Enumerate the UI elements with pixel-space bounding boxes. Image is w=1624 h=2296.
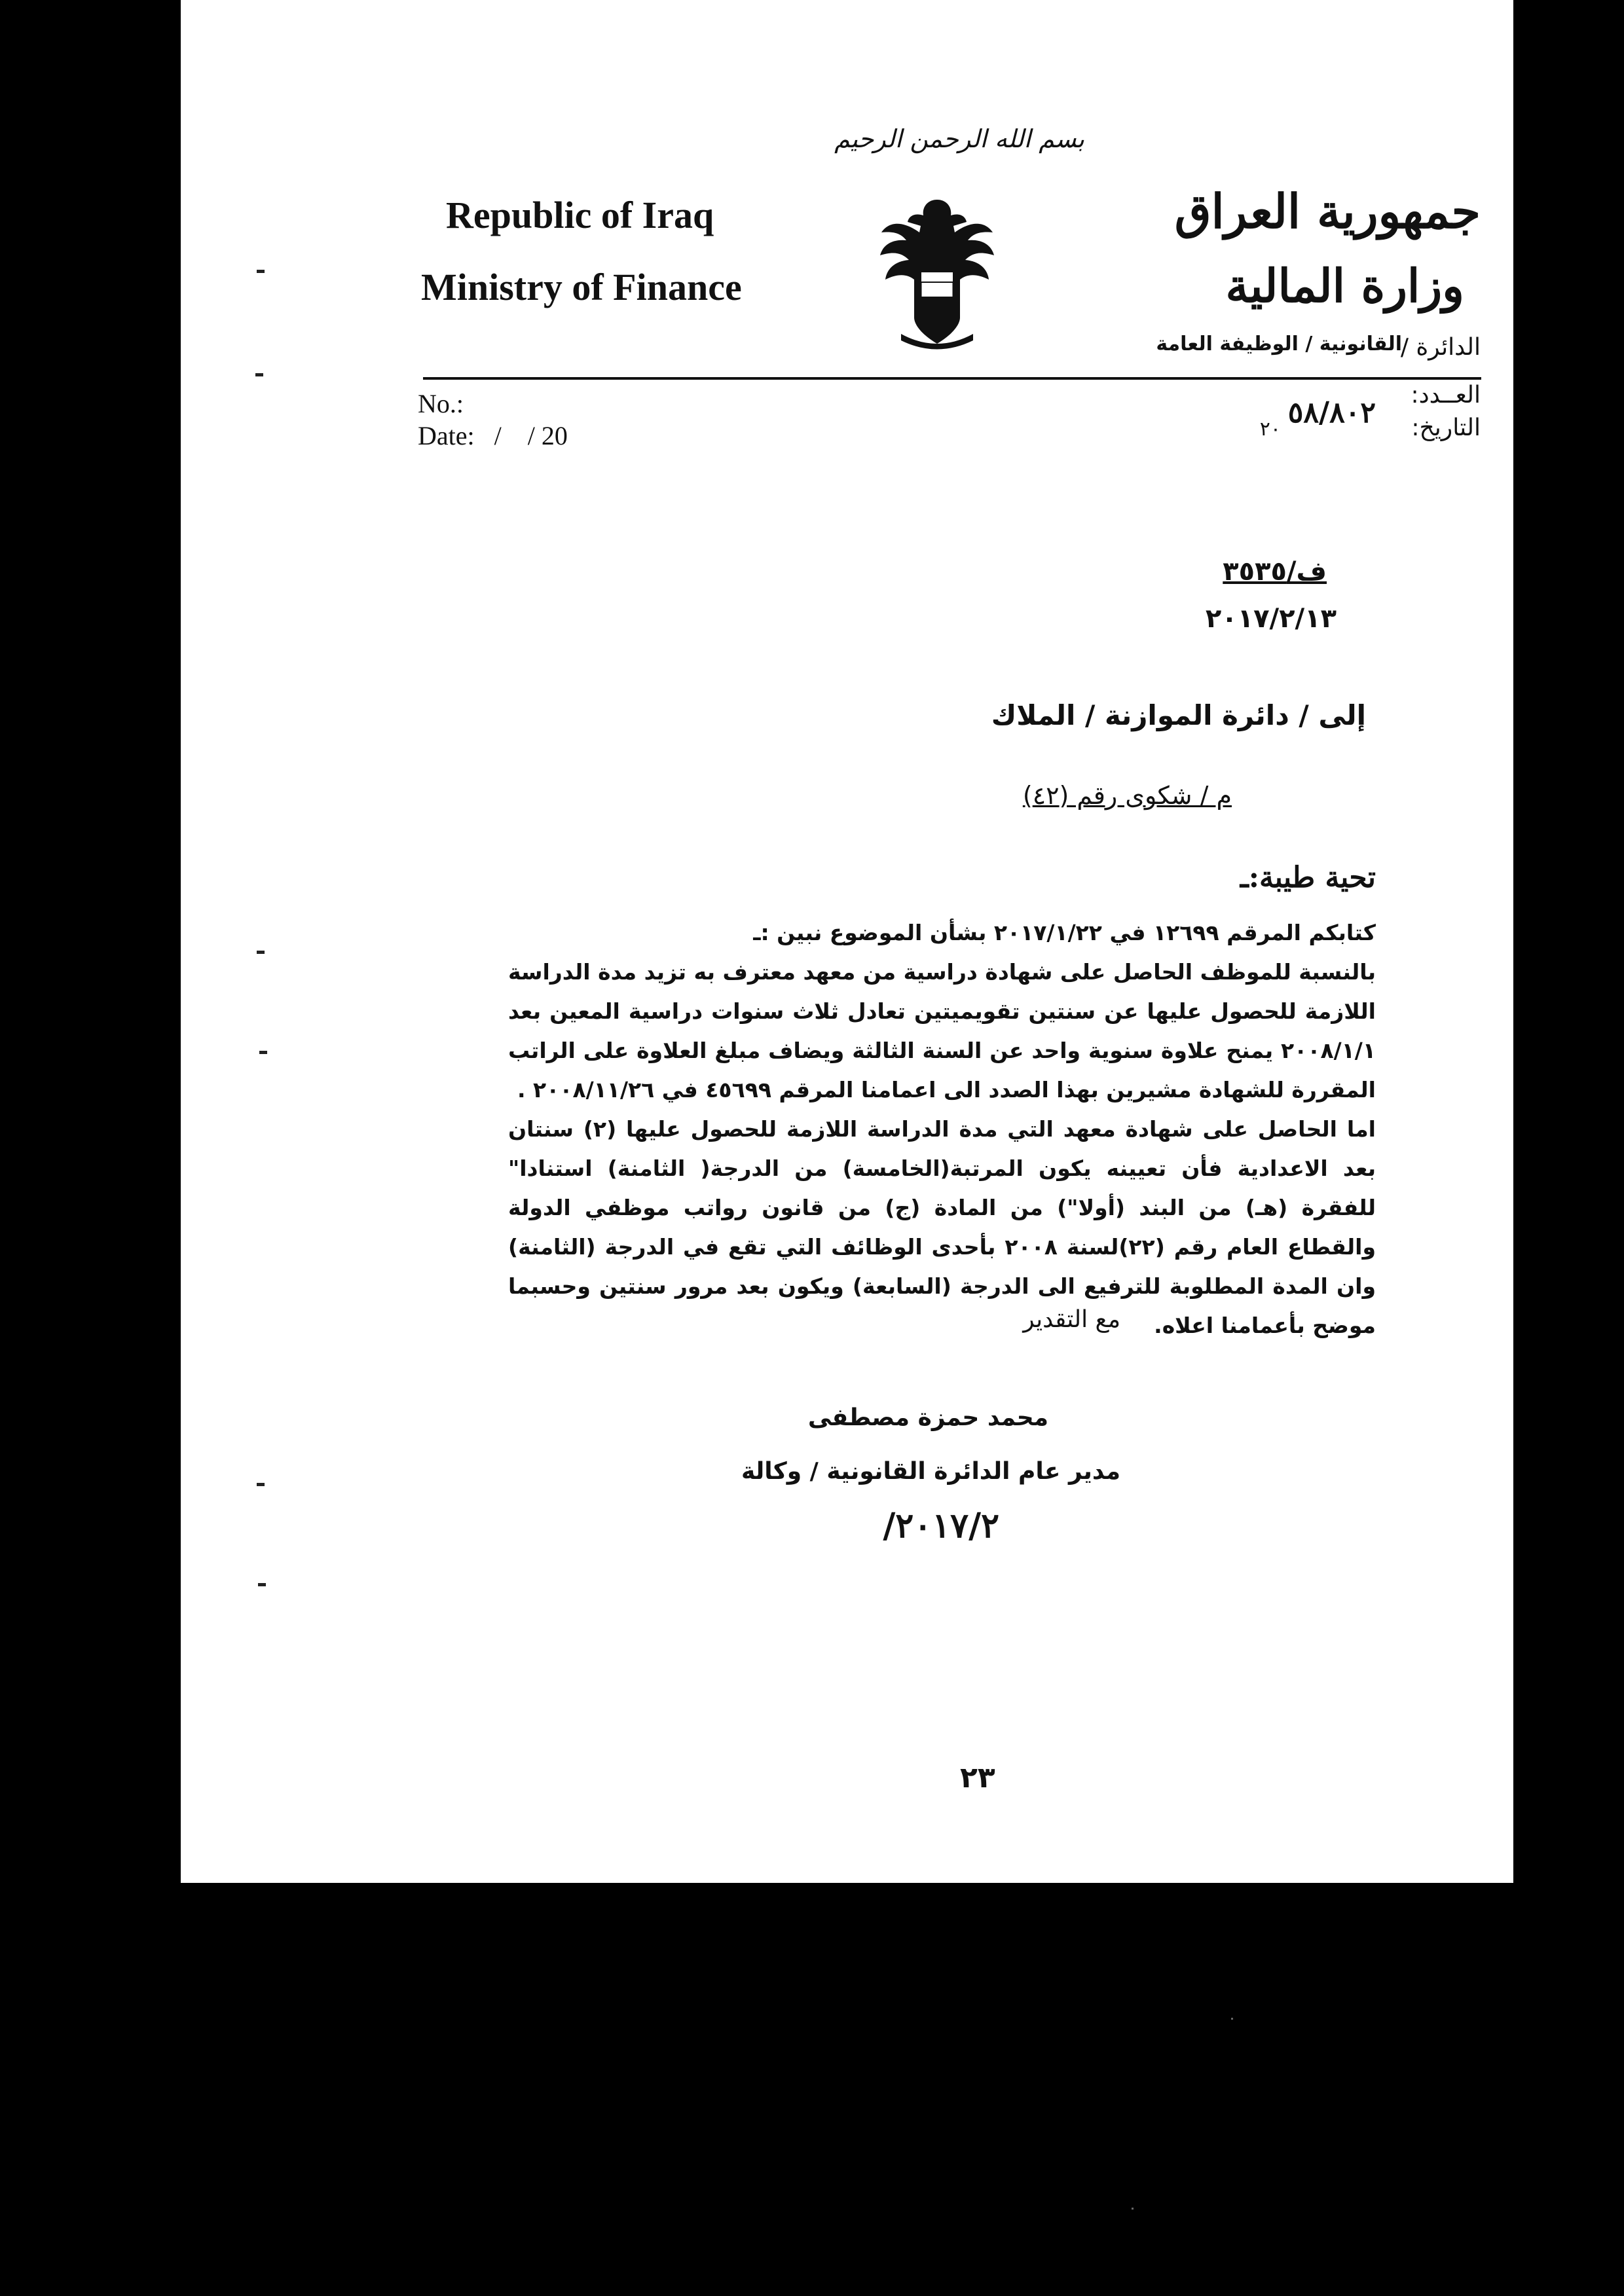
en-ministry-title: Ministry of Finance: [421, 266, 742, 308]
margin-mark: [257, 270, 265, 273]
ar-date-value: ٢٠: [1259, 418, 1281, 441]
basmala: بسم الله الرحمن الرحيم: [834, 124, 1084, 153]
reference-number: ف/٣٥٣٥: [1223, 556, 1327, 587]
margin-mark: [257, 1483, 265, 1486]
en-country-title: Republic of Iraq: [446, 194, 714, 236]
margin-mark: [255, 373, 263, 376]
reference-date: ٢٠١٧/٢/١٣: [1205, 604, 1337, 634]
signatory-title: مدير عام الدائرة القانونية / وكالة: [741, 1458, 1120, 1485]
body-paragraph-3: اما الحاصل على شهادة معهد التي مدة الدراسة اللازمة للحصول عليها (٢) سنتان بعد الاعدادية فأن تعيينه يكون المرتبة(الخامسة) من الدرجة( الثامنة) استنادا" للفقرة (هـ) من البند (أولا") من المادة (ج) من قانون رواتب موظفي الدولة والقطاع العام رقم (٢٢)لسنة ٢٠٠٨ بأحدى الوظائف التي تقع في الدرجة (الثامنة) وان المدة المطلوبة للترفيع الى الدرجة (السابعة) ويكون بعد مرور سنتين وحسبما موضح بأعمامنا اعلاه.: [508, 1116, 1376, 1338]
en-date-label: Date: / / 20: [418, 421, 568, 450]
subject-line: م / شكوى رقم (٤٢): [1022, 781, 1232, 810]
ar-dept-value: القانونية / الوظيفة العامة: [1156, 333, 1402, 355]
ar-country-title: جمهورية العراق: [1174, 183, 1481, 239]
header-divider: [423, 377, 1481, 380]
scan-speck: [1231, 2018, 1233, 2020]
body-paragraph-1: كتابكم المرقم ١٢٦٩٩ في ٢٠١٧/١/٢٢ بشأن الموضوع نبين :ـ: [753, 920, 1376, 945]
signatory-name: محمد حمزة مصطفى: [807, 1404, 1048, 1431]
ar-ministry-title: وزارة المالية: [1225, 259, 1464, 313]
body-paragraph-2: بالنسبة للموظف الحاصل على شهادة دراسية من معهد معترف به تزيد مدة الدراسة اللازمة للحصول عليها عن سنتين تقويميتين تعادل ثلاث سنوات دراسية المعين بعد ٢٠٠٨/١/١ يمنح علاوة سنوية واحد عن السنة الثالثة ويضاف مبلغ العلاوة على الراتب المقررة للشهادة مشيرين بهذا الصدد الى اعمامنا المرقم ٤٥٦٩٩ في ٢٠٠٨/١١/٢٦ .: [508, 959, 1376, 1102]
ar-dept-label: الدائرة /: [1400, 334, 1481, 361]
recipient-line: إلى / دائرة الموازنة / الملاك: [991, 699, 1366, 731]
document-page: [181, 0, 1513, 1883]
en-no-label: No.:: [418, 389, 464, 418]
margin-mark: [259, 1051, 267, 1054]
signature-date: ٢٠١٧/٢/: [883, 1506, 999, 1546]
greeting: تحية طيبة:ـ: [1240, 861, 1376, 894]
scan-speck: [1132, 2208, 1134, 2210]
iraq-eagle-emblem: [875, 193, 999, 354]
ar-no-label: العــدد:: [1411, 382, 1481, 409]
ar-date-label: التاريخ:: [1411, 414, 1481, 441]
ar-no-value: ٥٨/٨٠٢: [1287, 396, 1376, 429]
closing: مع التقدير: [1023, 1306, 1120, 1333]
letter-body: [508, 913, 1376, 1345]
margin-mark: [258, 1583, 266, 1586]
margin-mark: [257, 951, 265, 954]
page-number: ٢٣: [960, 1761, 995, 1795]
